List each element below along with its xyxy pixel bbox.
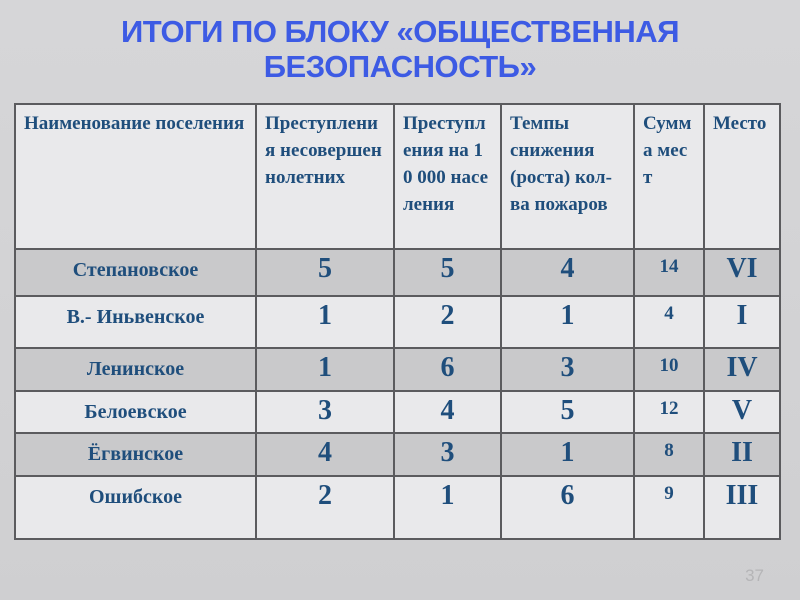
juvenile-crimes-cell: 5 — [256, 249, 394, 296]
table-row-stepanovskoe — [15, 249, 780, 296]
header-fire-rate: Темпы снижения (роста) кол-ва пожаров — [501, 104, 634, 249]
sum-of-places-cell: 14 — [634, 249, 704, 296]
settlement-name-cell: Белоевское — [15, 391, 256, 433]
crimes-per-10000-cell: 3 — [394, 433, 501, 476]
settlement-name-cell: Ёгвинское — [15, 433, 256, 476]
place-cell: II — [704, 433, 780, 476]
place-cell: IV — [704, 348, 780, 391]
fire-rate-cell: 1 — [501, 296, 634, 348]
settlement-name-cell: В.- Иньвенское — [15, 296, 256, 348]
slide-title: ИТОГИ ПО БЛОКУ «ОБЩЕСТВЕННАЯ БЕЗОПАСНОСТЬ» — [121, 14, 679, 85]
table-row-egvinskoe — [15, 433, 780, 476]
juvenile-crimes-cell: 1 — [256, 296, 394, 348]
page-number: 37 — [745, 566, 764, 585]
place-cell: I — [704, 296, 780, 348]
settlement-name-cell: Ленинское — [15, 348, 256, 391]
sum-of-places-cell: 9 — [634, 476, 704, 539]
crimes-per-10000-cell: 4 — [394, 391, 501, 433]
header-juvenile-crimes: Преступления несовершеннолетних — [256, 104, 394, 249]
fire-rate-cell: 4 — [501, 249, 634, 296]
results-table — [14, 103, 781, 540]
table-row-beloevskoe — [15, 391, 780, 433]
juvenile-crimes-cell: 1 — [256, 348, 394, 391]
fire-rate-cell: 1 — [501, 433, 634, 476]
fire-rate-cell: 6 — [501, 476, 634, 539]
sum-of-places-cell: 12 — [634, 391, 704, 433]
crimes-per-10000-cell: 2 — [394, 296, 501, 348]
juvenile-crimes-cell: 2 — [256, 476, 394, 539]
place-cell: VI — [704, 249, 780, 296]
table-header-row — [15, 104, 780, 249]
crimes-per-10000-cell: 6 — [394, 348, 501, 391]
fire-rate-cell: 3 — [501, 348, 634, 391]
settlement-name-cell: Степановское — [15, 249, 256, 296]
header-crimes-per-10000: Преступления на 10 000 населения — [394, 104, 501, 249]
juvenile-crimes-cell: 3 — [256, 391, 394, 433]
table-row-oshibskoe — [15, 476, 780, 539]
table-row-invenskoe — [15, 296, 780, 348]
crimes-per-10000-cell: 1 — [394, 476, 501, 539]
sum-of-places-cell: 4 — [634, 296, 704, 348]
header-sum-of-places: Сумма мест — [634, 104, 704, 249]
sum-of-places-cell: 8 — [634, 433, 704, 476]
fire-rate-cell: 5 — [501, 391, 634, 433]
place-cell: V — [704, 391, 780, 433]
juvenile-crimes-cell: 4 — [256, 433, 394, 476]
sum-of-places-cell: 10 — [634, 348, 704, 391]
crimes-per-10000-cell: 5 — [394, 249, 501, 296]
table-row-leninskoe — [15, 348, 780, 391]
settlement-name-cell: Ошибское — [15, 476, 256, 539]
header-settlement-name: Наименование поселения — [15, 104, 256, 249]
place-cell: III — [704, 476, 780, 539]
header-place: Место — [704, 104, 780, 249]
